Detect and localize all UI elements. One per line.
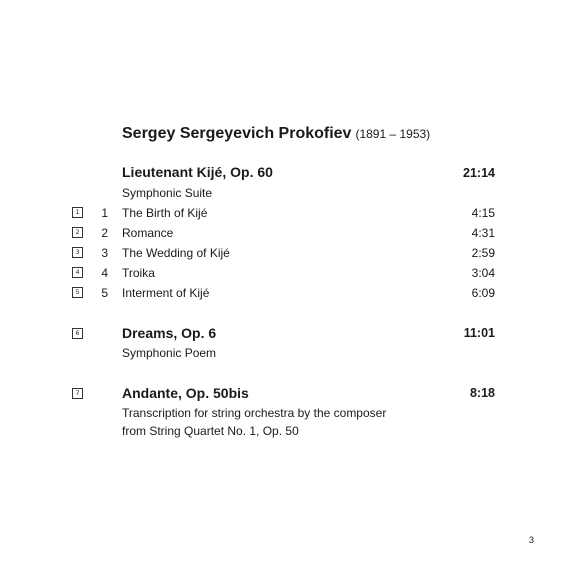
work-subtitle-line: from String Quartet No. 1, Op. 50 (122, 424, 299, 438)
work-title: Dreams, Op. 6 (122, 325, 217, 341)
work-duration: 21:14 (463, 166, 495, 180)
composer-name: Sergey Sergeyevich Prokofiev (122, 125, 352, 142)
movement-duration: 3:04 (471, 266, 495, 280)
work-duration: 8:18 (469, 386, 495, 400)
movement-title: The Birth of Kijé (122, 206, 208, 220)
movement-number: 4 (101, 266, 108, 280)
cd-track-badge: 3 (72, 247, 83, 258)
cd-track-badge: 6 (72, 328, 83, 339)
movement-title: Romance (122, 226, 174, 240)
movement-number: 1 (101, 206, 108, 220)
movement-duration: 4:31 (471, 226, 495, 240)
movement-duration: 6:09 (471, 286, 495, 300)
work-title: Andante, Op. 50bis (122, 385, 249, 401)
movement-duration: 2:59 (471, 246, 495, 260)
movement-number: 2 (101, 226, 108, 240)
movement-duration: 4:15 (471, 206, 495, 220)
cd-track-badge: 4 (72, 267, 83, 278)
cd-track-badge: 2 (72, 227, 83, 238)
page-number: 3 (529, 535, 535, 545)
work-duration: 11:01 (463, 326, 495, 340)
composer-heading (122, 125, 430, 143)
work-subtitle-line: Transcription for string orchestra by the composer (122, 406, 387, 420)
cd-track-badge: 5 (72, 287, 83, 298)
work-subtitle: Symphonic Suite (122, 186, 213, 200)
work-title: Lieutenant Kijé, Op. 60 (122, 164, 273, 180)
movement-title: Interment of Kijé (122, 286, 210, 300)
movement-number: 5 (101, 286, 108, 300)
work-subtitle: Symphonic Poem (122, 346, 217, 360)
cd-track-badge: 7 (72, 388, 83, 399)
cd-track-badge: 1 (72, 207, 83, 218)
composer-dates: (1891 – 1953) (355, 127, 431, 141)
movement-number: 3 (101, 246, 108, 260)
movement-title: Troika (122, 266, 155, 280)
movement-title: The Wedding of Kijé (122, 246, 230, 260)
